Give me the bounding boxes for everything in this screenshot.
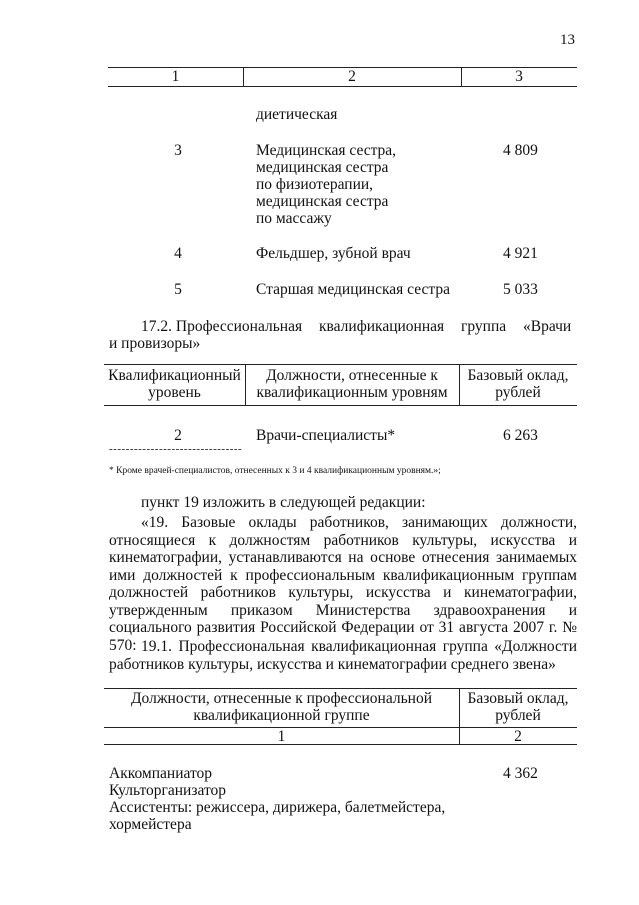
table1-row-name-line: медицинская сестра [256,193,389,210]
header-line: Базовый оклад, [467,367,569,384]
position-item: Культорганизатор [109,782,227,799]
table1-header-col3: 3 [515,68,523,85]
footnote-separator: -------------------------------- [109,443,243,455]
table1-row-name-line: Медицинская сестра, [256,142,397,159]
header-line: уровень [148,384,201,401]
table2-row-level: 2 [174,427,182,444]
paragraph-19-1: 19.1. Профессиональная квалификационная группа «Должности работников культуры, искусства и кинематографии среднего звена» [109,638,577,673]
table1-row-name-line: медицинская сестра [256,159,389,176]
heading-word: «Врачи [523,318,572,335]
heading-word: группа [461,318,507,335]
position-item: Ассистенты: режиссера, дирижера, балетмейстера, [109,799,446,816]
table2-row-salary: 6 263 [503,427,538,444]
paragraph-19: «19. Базовые оклады работников, занимающих должности, относящиеся к должностям работников культуры, искусства и кинематографии, устанавливаются на основе отнесения занимаемых ими должностей к профессиональным квалификационным группам должностей работников культуры, искусства и кинематографии, утвержденным приказом Министерства здравоохранения и социального развития Российской Федерации от 31 августа 2007 г. № 570: [109,514,577,654]
table1-row-name-line: по массажу [256,210,332,227]
table3-header-positions [104,690,459,724]
table3-salary: 4 362 [503,765,538,782]
table3-top-border [104,688,577,689]
table1-row-name-line: по физиотерапии, [256,176,374,193]
paragraph-intro: пункт 19 изложить в следующей редакции: [141,494,426,511]
position-item: хормейстера [109,816,192,833]
heading-line2: и провизоры» [109,335,201,352]
table1-row-name [256,142,396,227]
table3-positions-list [109,765,445,833]
table2-header-positions [245,367,459,401]
page-number: 13 [560,32,575,48]
header-line: рублей [495,707,541,724]
table1-row-level: 4 [174,245,182,262]
table3-header-salary [459,690,577,724]
table1-row-name: Старшая медицинская сестра [256,281,450,298]
heading-word: 17.2. Профессиональная [141,318,303,335]
table2-row-name: Врачи-специалисты* [256,427,396,444]
table1-row-salary: 5 033 [503,281,538,298]
table1-row-name: диетическая [256,106,338,123]
table1-row-name: Фельдшер, зубной врач [256,245,411,262]
table2-header-salary [459,367,577,401]
table1-header-bottom-border [108,86,577,87]
table1-row-salary: 4 921 [503,245,538,262]
header-line: квалификационным уровням [256,384,448,401]
header-line: рублей [495,384,541,401]
heading-word: квалификационная [319,318,445,335]
header-line: Должности, отнесенные к [266,367,438,384]
footnote: * Кроме врачей-специалистов, отнесенных к 3 и 4 квалификационным уровням.»; [109,466,441,476]
table1-row-level: 5 [174,281,182,298]
table1-header-col1: 1 [171,68,180,85]
table2-header-bottom-border [104,405,577,406]
header-line: Базовый оклад, [467,690,569,707]
table3-number-col1: 1 [277,728,286,745]
position-item: Аккомпаниатор [109,765,213,782]
table1-header-col2: 2 [348,68,356,85]
header-line: Квалификационный [108,367,241,384]
table1-row-level: 3 [174,142,182,159]
header-line: квалификационной группе [193,707,370,724]
table3-number-col2: 2 [514,728,522,745]
header-line: Должности, отнесенные к профессиональной [130,690,433,707]
table2-top-border [104,364,577,365]
table1-row-salary: 4 809 [503,142,538,159]
table2-header-level [104,367,245,401]
